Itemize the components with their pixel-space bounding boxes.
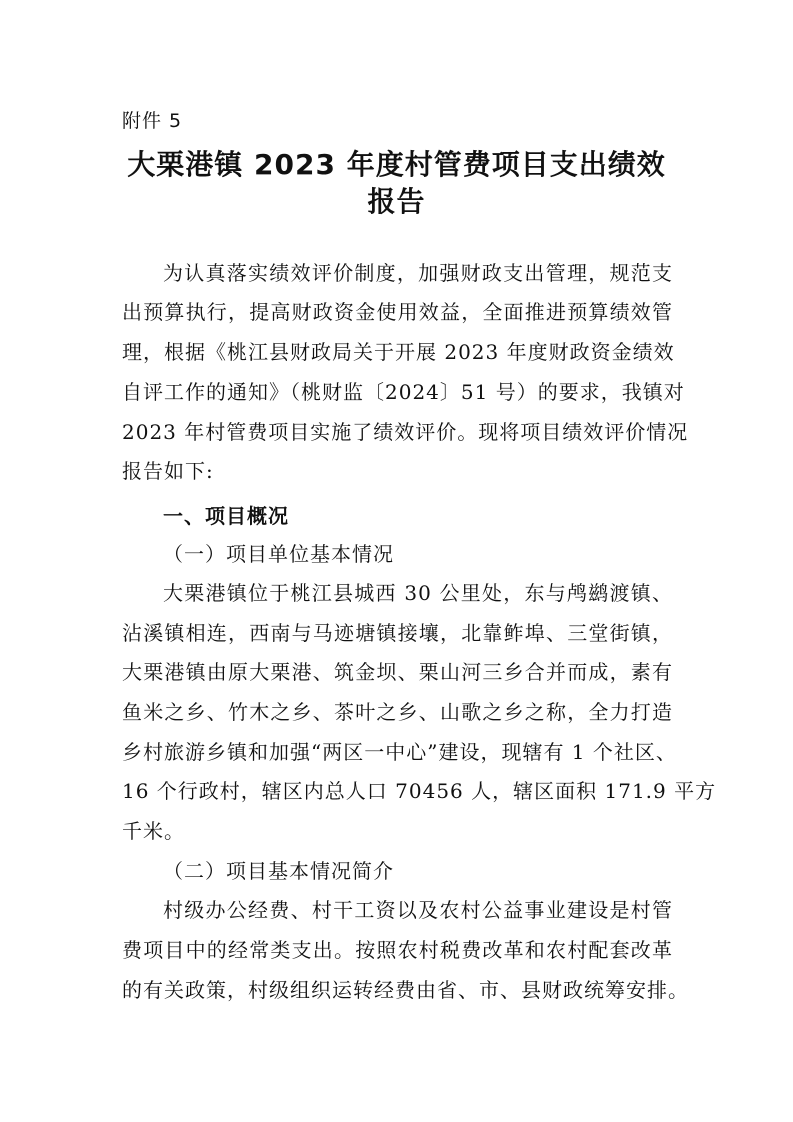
unit-info-line-7: 千米。 bbox=[122, 819, 185, 843]
intro-line-6: 报告如下: bbox=[122, 459, 214, 483]
document-title-line-1: 大栗港镇 2023 年度村管费项目支出绩效 bbox=[127, 148, 666, 181]
document-title-line-2: 报告 bbox=[367, 185, 426, 218]
unit-info-line-1: 大栗港镇位于桃江县城西 30 公里处，东与鸬鹚渡镇、 bbox=[163, 581, 673, 605]
project-intro-line-2: 费项目中的经常类支出。按照农村税费改革和农村配套改革 bbox=[122, 938, 673, 962]
subsection-heading-unit-info: （一）项目单位基本情况 bbox=[163, 542, 394, 566]
project-intro-line-3: 的有关政策，村级组织运转经费由省、市、县财政统筹安排。 bbox=[122, 978, 689, 1002]
section-heading-overview: 一、项目概况 bbox=[163, 504, 289, 528]
project-intro-line-1: 村级办公经费、村干工资以及农村公益事业建设是村管 bbox=[163, 898, 673, 922]
intro-line-1: 为认真落实绩效评价制度，加强财政支出管理，规范支 bbox=[163, 261, 673, 285]
attachment-label: 附件 5 bbox=[122, 110, 183, 132]
intro-line-5: 2023 年村管费项目实施了绩效评价。现将项目绩效评价情况 bbox=[122, 420, 689, 444]
unit-info-line-4: 鱼米之乡、竹木之乡、茶叶之乡、山歌之乡之称，全力打造 bbox=[122, 700, 673, 724]
subsection-heading-project-intro: （二）项目基本情况简介 bbox=[163, 859, 394, 883]
intro-line-2: 出预算执行，提高财政资金使用效益，全面推进预算绩效管 bbox=[122, 300, 673, 324]
unit-info-line-5: 乡村旅游乡镇和加强“两区一中心”建设，现辖有 1 个社区、 bbox=[122, 740, 677, 764]
unit-info-line-3: 大栗港镇由原大栗港、筑金坝、栗山河三乡合并而成，素有 bbox=[122, 660, 673, 684]
unit-info-line-2: 沾溪镇相连，西南与马迹塘镇接壤，北靠鲊埠、三堂街镇， bbox=[122, 621, 673, 645]
intro-line-3: 理，根据《桃江县财政局关于开展 2023 年度财政资金绩效 bbox=[122, 340, 675, 364]
intro-line-4: 自评工作的通知》（桃财监〔2024〕51 号）的要求，我镇对 bbox=[122, 380, 685, 404]
unit-info-line-6: 16 个行政村，辖区内总人口 70456 人，辖区面积 171.9 平方 bbox=[122, 779, 717, 803]
